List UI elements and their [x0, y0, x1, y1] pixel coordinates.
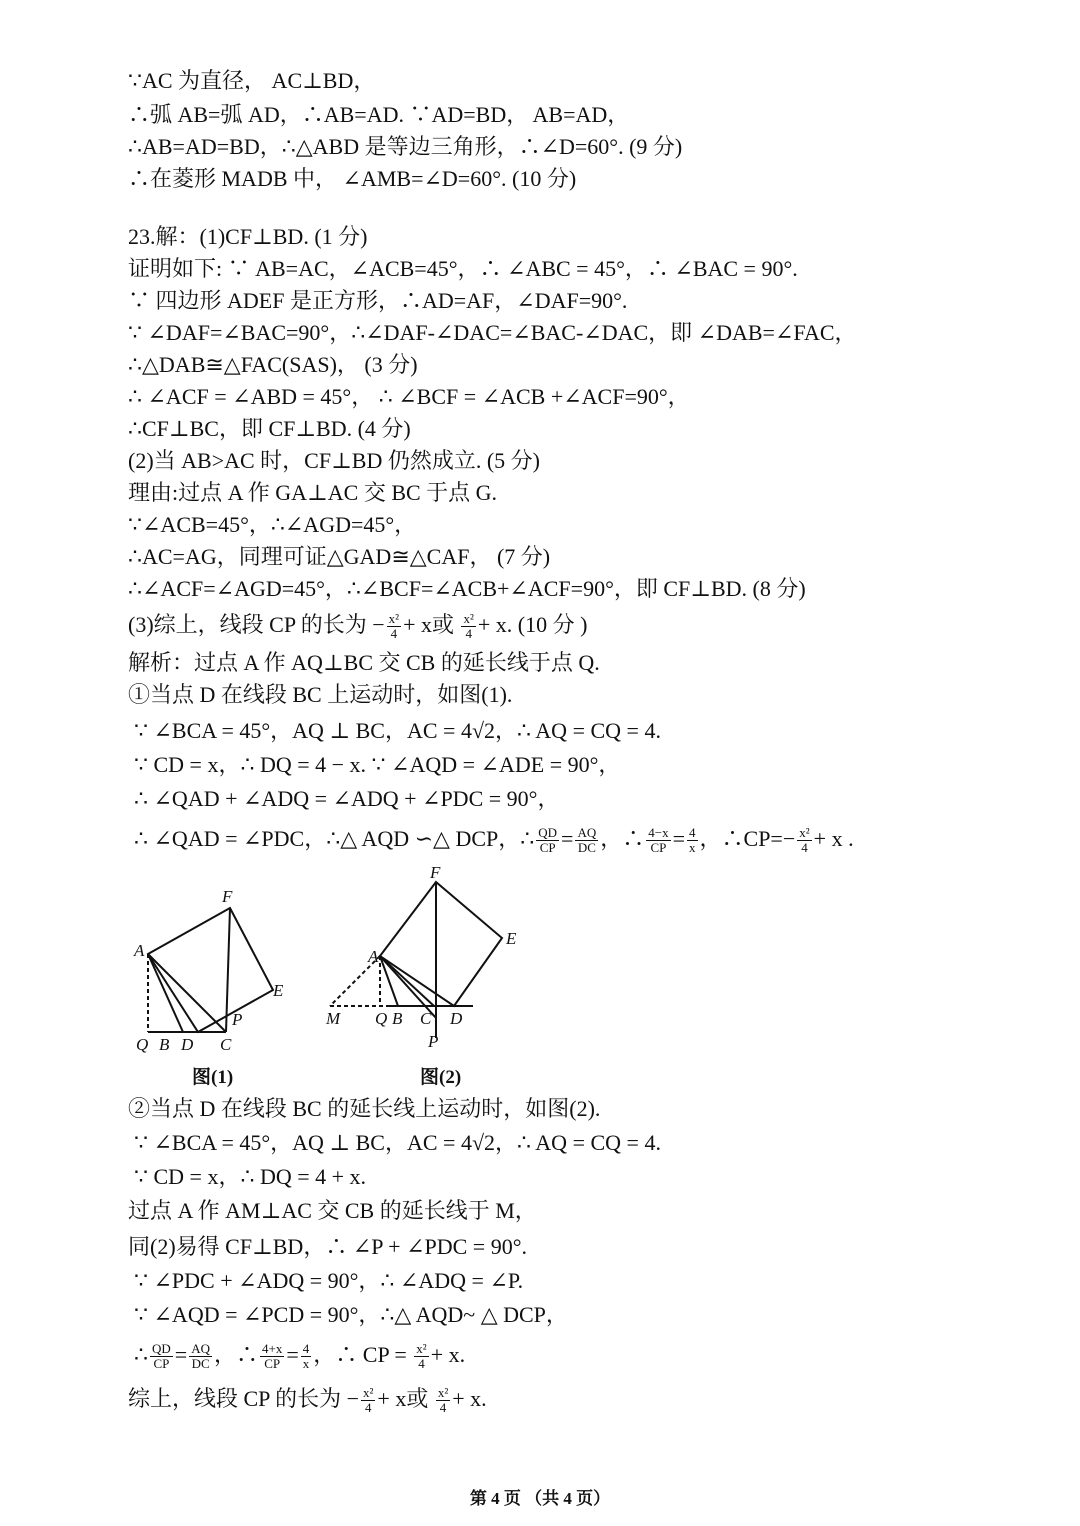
text-line: ∴CF⊥BC，即 CF⊥BD. (4 分)	[128, 416, 411, 441]
numerator: x²	[463, 611, 474, 627]
text-line: 证明如下: ∵ AB=AC，∠ACB=45°，∴ ∠ABC = 45°，∴ ∠BAC = 90°.	[128, 256, 798, 281]
text-segment: ，∴ CP =	[313, 1342, 407, 1367]
square-adef	[148, 908, 273, 1032]
text-line: ∴在菱形 MADB 中， ∠AMB=∠D=60°. (10 分)	[128, 166, 577, 191]
equals-sign: =	[561, 826, 574, 851]
fraction	[414, 1342, 428, 1371]
text-segment: + x或	[403, 612, 454, 637]
figure-1-diagram	[128, 878, 308, 1056]
denominator: 4	[439, 1400, 447, 1416]
text-line: (2)当 AB>AC 时，CF⊥BD 仍然成立. (5 分)	[128, 448, 540, 473]
denominator: 4	[364, 1400, 372, 1416]
equals-sign: =	[174, 1342, 188, 1367]
text-line: 解析：过点 A 作 AQ⊥BC 交 CB 的延长线于点 Q.	[128, 650, 600, 675]
text-segment: 综上，线段 CP 的长为 −	[128, 1386, 360, 1411]
numerator: AQ	[191, 1341, 210, 1357]
text-line: ∴ ∠QAD + ∠ADQ = ∠ADQ + ∠PDC = 90°，	[134, 786, 560, 811]
text-line: ∵∠ACB=45°，∴∠AGD=45°，	[128, 512, 417, 537]
point-label-e: E	[506, 929, 517, 948]
fraction	[797, 826, 811, 855]
denominator: CP	[153, 1356, 170, 1372]
fraction	[150, 1342, 173, 1371]
text-segment: + x.	[452, 1386, 487, 1411]
text-line: ∵AC 为直径， AC⊥BD，	[128, 68, 376, 93]
denominator: CP	[539, 840, 556, 856]
text-line: ∴AC=AG，同理可证△GAD≅△CAF， (7 分)	[128, 544, 551, 569]
segment-ac	[148, 954, 226, 1032]
figure-1-caption: 图(1)	[192, 1067, 234, 1088]
figure-2-diagram	[318, 858, 528, 1054]
point-label-c: C	[420, 1009, 432, 1028]
figure-2-caption: 图(2)	[420, 1067, 462, 1088]
denominator: DC	[577, 840, 596, 856]
numerator: x²	[416, 1341, 427, 1357]
denominator: 4	[390, 626, 398, 642]
text-line: ∵ ∠DAF=∠BAC=90°，∴∠DAF-∠DAC=∠BAC-∠DAC，即 ∠DAB=∠FAC，	[128, 320, 857, 345]
similarity-line-1	[134, 824, 854, 855]
part3-answer-line	[128, 610, 587, 641]
text-line: ∵ ∠AQD = ∠PCD = 90°，∴△ AQD~ △ DCP，	[134, 1302, 568, 1327]
point-label-a: A	[368, 947, 379, 966]
text-line: ∵ CD = x，∴ DQ = 4 + x.	[134, 1164, 367, 1189]
segment-ab	[148, 954, 183, 1032]
numerator: 4+x	[262, 1341, 283, 1357]
text-line: ∴∠ACF=∠AGD=45°，∴∠BCF=∠ACB+∠ACF=90°，即 CF⊥BD. (8 分)	[128, 576, 806, 601]
text-line: ∵ CD = x，∴ DQ = 4 − x. ∵ ∠AQD = ∠ADE = 90°，	[134, 752, 621, 777]
conclusion-line	[128, 1384, 487, 1415]
numerator: x²	[437, 1385, 449, 1401]
fraction	[301, 1342, 312, 1371]
page-footer: 第 4 页 （共 4 页）	[469, 1489, 611, 1508]
point-label-e: E	[273, 981, 284, 1000]
point-label-d: D	[450, 1009, 463, 1028]
numerator: 4	[302, 1341, 310, 1357]
problem-23-heading: 23.解：(1)CF⊥BD. (1 分)	[128, 224, 368, 249]
fraction	[260, 1342, 284, 1371]
text-line: ∵ ∠PDC + ∠ADQ = 90°，∴ ∠ADQ = ∠P.	[134, 1268, 524, 1293]
text-line: ∴△DAB≅△FAC(SAS)， (3 分)	[128, 352, 418, 377]
denominator: CP	[650, 840, 667, 856]
text-line: ∴ ∠ACF = ∠ABD = 45°， ∴ ∠BCF = ∠ACB +∠ACF=90°，	[128, 384, 690, 409]
text-segment: ，∴CP=−	[699, 826, 796, 851]
fraction	[436, 1386, 450, 1415]
text-line: ∴弧 AB=弧 AD，∴AB=AD. ∵AD=BD， AB=AD，	[128, 102, 630, 127]
text-segment: ∴ ∠QAD = ∠PDC，∴△ AQD ∽△ DCP，∴	[134, 826, 535, 851]
point-label-q: Q	[375, 1009, 388, 1028]
denominator: x	[689, 840, 696, 856]
point-label-c: C	[220, 1035, 232, 1054]
numerator: QD	[538, 825, 558, 841]
text-segment: + x.	[430, 1342, 466, 1367]
numerator: x²	[799, 825, 810, 841]
numerator: x²	[388, 611, 400, 627]
fraction	[387, 612, 401, 641]
text-segment: ∴	[134, 1342, 148, 1367]
equals-sign: =	[286, 1342, 299, 1367]
text-line: 过点 A 作 AM⊥AC 交 CB 的延长线于 M，	[128, 1198, 537, 1223]
text-line: 理由:过点 A 作 GA⊥AC 交 BC 于点 G.	[128, 480, 498, 505]
point-label-b: B	[159, 1035, 170, 1054]
fraction	[461, 612, 475, 641]
point-label-d: D	[181, 1035, 194, 1054]
text-line: ①当点 D 在线段 BC 上运动时，如图(1).	[128, 682, 513, 707]
square-adef	[380, 882, 502, 1006]
denominator: DC	[191, 1356, 210, 1372]
text-segment: + x. (10 分 )	[477, 612, 588, 637]
text-line: ∵ ∠BCA = 45°，AQ ⊥ BC，AC = 4√2，∴ AQ = CQ = 4.	[134, 1130, 661, 1155]
text-segment: ，∴	[600, 826, 645, 851]
text-segment: + x .	[813, 826, 854, 851]
denominator: 4	[418, 1356, 425, 1372]
text-segment: + x或	[377, 1386, 429, 1411]
fraction	[687, 826, 698, 855]
point-label-p: P	[428, 1032, 439, 1051]
fraction	[189, 1342, 212, 1371]
text-line: ∵ ∠BCA = 45°，AQ ⊥ BC，AC = 4√2，∴ AQ = CQ = 4.	[134, 718, 661, 743]
point-label-a: A	[134, 941, 145, 960]
fraction	[575, 826, 598, 855]
text-line: ②当点 D 在线段 BC 的延长线上运动时，如图(2).	[128, 1096, 601, 1121]
denominator: 4	[801, 840, 808, 856]
denominator: CP	[264, 1356, 281, 1372]
numerator: 4−x	[648, 825, 669, 841]
denominator: 4	[465, 626, 472, 642]
denominator: x	[302, 1356, 310, 1372]
equals-sign: =	[672, 826, 686, 851]
numerator: 4	[689, 825, 696, 841]
fraction	[646, 826, 670, 855]
fraction	[361, 1386, 375, 1415]
text-line: 同(2)易得 CF⊥BD，∴ ∠P + ∠PDC = 90°.	[128, 1234, 528, 1259]
numerator: AQ	[577, 825, 597, 841]
text-segment: ，∴	[213, 1342, 258, 1367]
text-segment: (3)综上，线段 CP 的长为 −	[128, 612, 385, 637]
point-label-b: B	[392, 1009, 403, 1028]
point-label-m: M	[326, 1009, 341, 1028]
similarity-line-2	[134, 1340, 465, 1371]
point-label-f: F	[222, 887, 233, 906]
point-label-p: P	[232, 1010, 243, 1029]
point-label-q: Q	[136, 1035, 149, 1054]
text-line: ∵ 四边形 ADEF 是正方形，∴AD=AF，∠DAF=90°.	[128, 288, 628, 313]
numerator: x²	[363, 1385, 374, 1401]
text-line: ∴AB=AD=BD，∴△ABD 是等边三角形，∴∠D=60°. (9 分)	[128, 134, 683, 159]
point-label-f: F	[430, 863, 441, 882]
numerator: QD	[152, 1341, 171, 1357]
fraction	[536, 826, 559, 855]
